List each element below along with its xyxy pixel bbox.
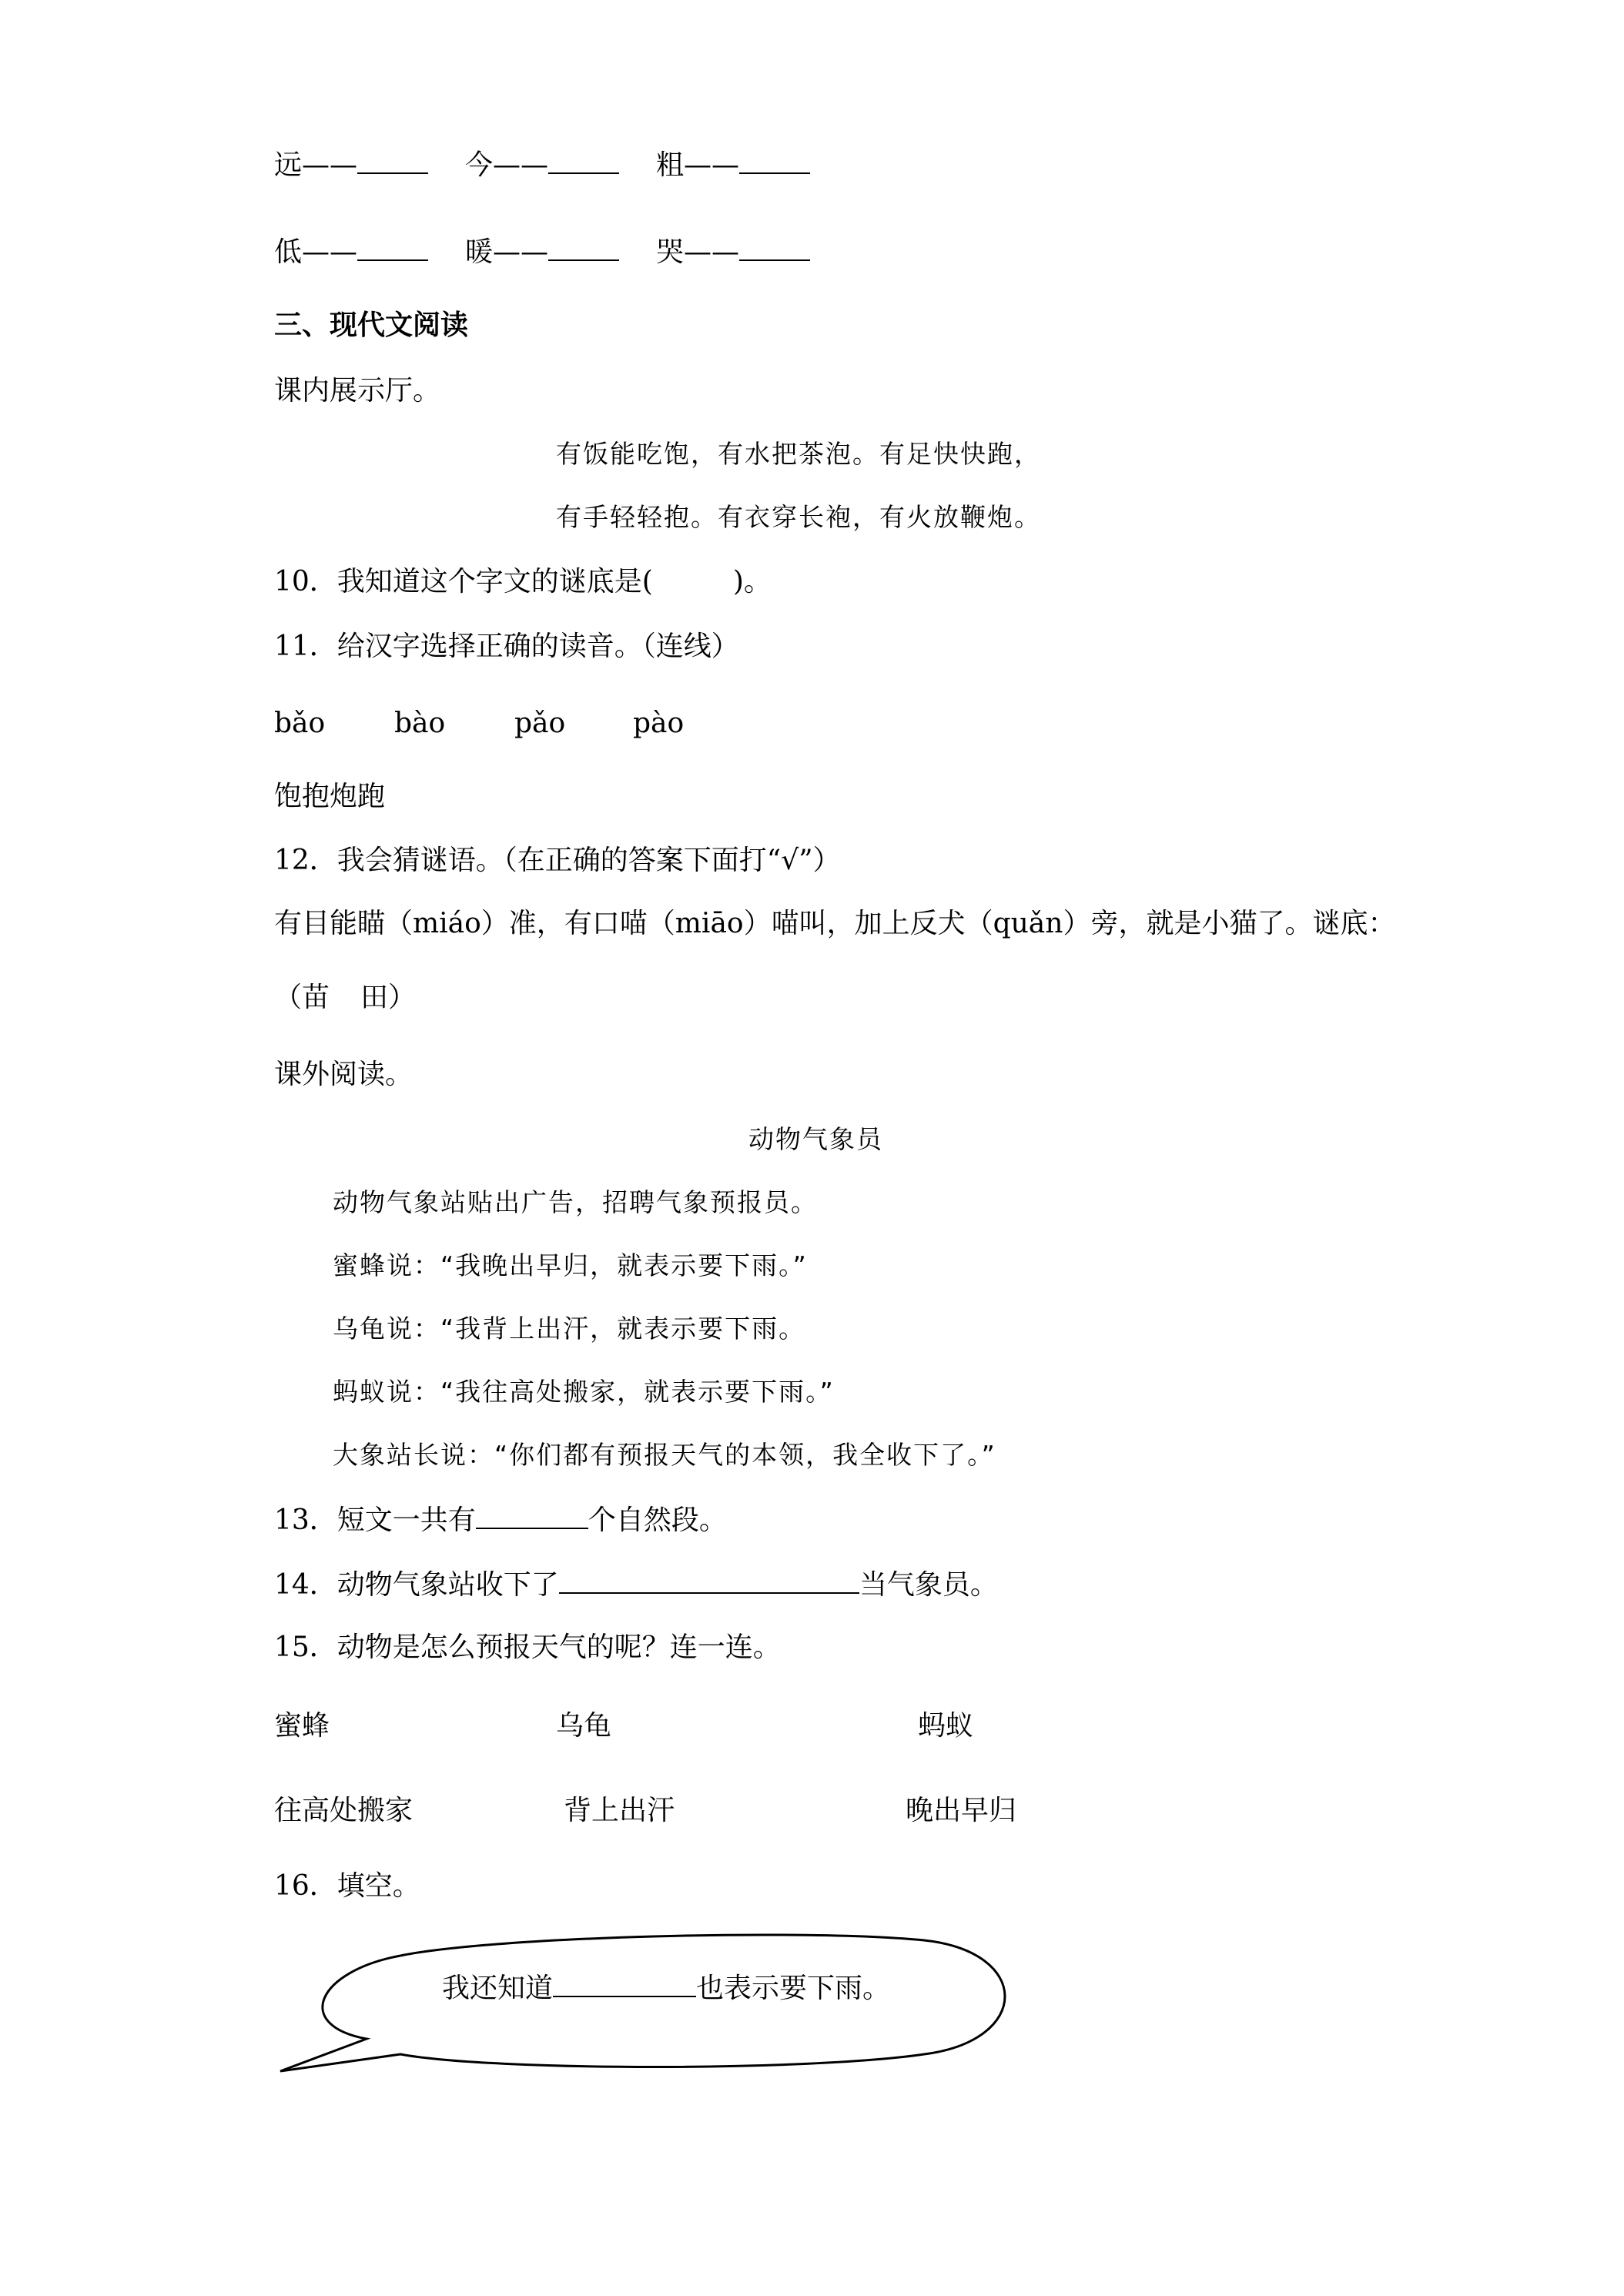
animal-item[interactable]: 蜜蜂 — [274, 1710, 330, 1742]
question-text: 14．动物气象站收下了 — [274, 1569, 559, 1601]
question-12: 12．我会猜谜语。（在正确的答案下面打“√”） — [274, 845, 841, 876]
pinyin-option[interactable]: bǎo — [274, 708, 326, 739]
question-text: )。 — [732, 566, 772, 597]
question-text: 个自然段。 — [588, 1504, 727, 1536]
question-text: 当气象员。 — [859, 1569, 998, 1601]
question-text: 也表示要下雨。 — [696, 1973, 891, 2004]
question-text: 13．短文一共有 — [274, 1504, 476, 1536]
antonym-word: 暖—— — [465, 236, 549, 268]
sign-item[interactable]: 背上出汗 — [564, 1795, 675, 1826]
outclass-label: 课外阅读。 — [274, 1059, 414, 1090]
sign-item[interactable]: 晚出早归 — [906, 1795, 1017, 1826]
antonym-word: 粗—— — [656, 149, 740, 181]
animal-item[interactable]: 乌龟 — [556, 1710, 612, 1742]
character-list: 饱抱炮跑 — [274, 781, 386, 812]
riddle-text: 有目能瞄（miáo）准，有口喵（miāo）喵叫，加上反犬（quǎn）旁，就是小猫了。谜底： — [274, 908, 1396, 939]
option-tian[interactable]: 田） — [360, 982, 417, 1013]
story-paragraph: 大象站长说：“你们都有预报天气的本领，我全收下了。” — [333, 1440, 996, 1470]
antonym-word: 低—— — [274, 236, 358, 268]
option-miao[interactable]: （苗 — [274, 982, 330, 1013]
story-title: 动物气象员 — [748, 1124, 883, 1154]
question-15: 15．动物是怎么预报天气的呢？连一连。 — [274, 1632, 781, 1663]
question-text: 10．我知道这个字文的谜底是( — [274, 566, 653, 597]
pinyin-option[interactable]: bào — [394, 708, 446, 739]
story-paragraph: 动物气象站贴出广告，招聘气象预报员。 — [333, 1187, 818, 1217]
animal-item[interactable]: 蚂蚁 — [918, 1710, 974, 1742]
pinyin-option[interactable]: pǎo — [514, 708, 566, 739]
inclass-label: 课内展示厅。 — [274, 375, 441, 407]
story-paragraph: 蚂蚁说：“我往高处搬家，就表示要下雨。” — [333, 1377, 835, 1407]
question-16: 16．填空。 — [274, 1870, 420, 1902]
section-title: 三、现代文阅读 — [274, 309, 469, 341]
antonym-word: 今—— — [465, 149, 549, 181]
story-paragraph: 乌龟说：“我背上出汗，就表示要下雨。 — [333, 1314, 806, 1344]
bubble-text — [442, 1971, 890, 2006]
antonym-word: 远—— — [274, 149, 358, 181]
story-paragraph: 蜜蜂说：“我晚出早归，就表示要下雨。” — [333, 1250, 808, 1280]
riddle-line: 有饭能吃饱，有水把茶泡。有足快快跑， — [556, 439, 1041, 469]
riddle-line: 有手轻轻抱。有衣穿长袍，有火放鞭炮。 — [556, 502, 1041, 532]
pinyin-option[interactable]: pào — [633, 708, 685, 739]
answer-blank[interactable] — [553, 1971, 696, 1997]
antonym-word: 哭—— — [656, 236, 740, 268]
question-text: 我还知道 — [442, 1973, 554, 2004]
question-11: 11．给汉字选择正确的读音。（连线） — [274, 631, 739, 662]
sign-item[interactable]: 往高处搬家 — [274, 1795, 414, 1826]
